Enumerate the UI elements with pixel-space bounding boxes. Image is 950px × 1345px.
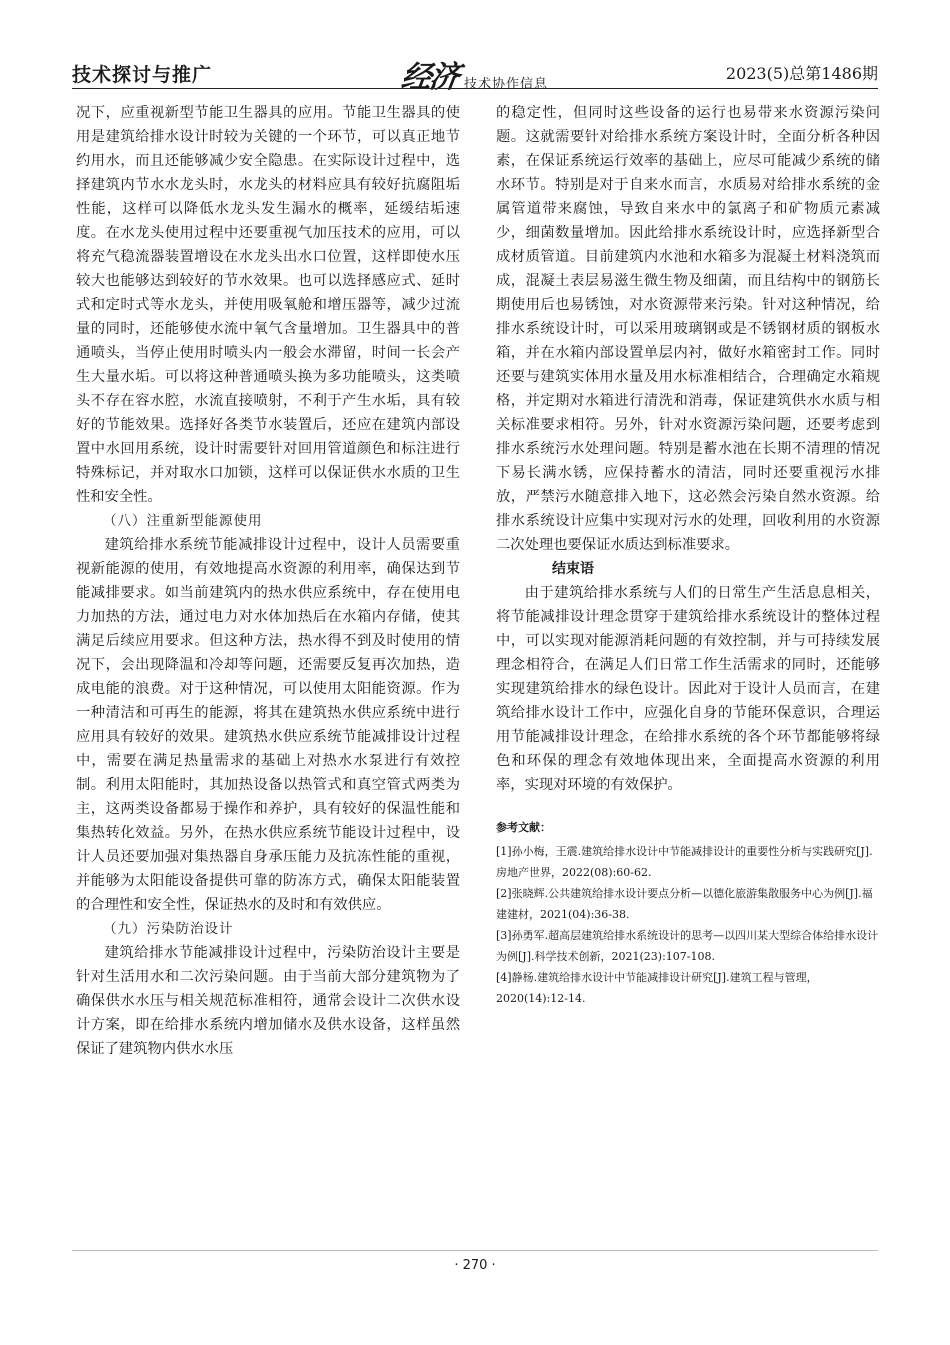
header-rule	[72, 88, 878, 89]
paragraph-conclusion: 由于建筑给排水系统与人们的日常生产生活息息相关，将节能减排设计理念贯穿于建筑给排水系统设计的整体过程中，可以实现对能源消耗问题的有效控制，并与可持续发展理念相符合，在满足人们日常工作生活需求的同时，还能够实现建筑给排水的绿色设计。因此对于设计人员而言，在建筑给排水设计工作中，应强化自身的节能环保意识，合理运用节能减排设计理念，在给排水系统的各个环节都能够将绿色和环保的理念有效地体现出来，全面提高水资源的利用率，实现对环境的有效保护。	[496, 585, 880, 793]
journal-subtitle: 技术协作信息	[464, 77, 549, 92]
reference-item: [1]孙小梅，王震.建筑给排水设计中节能减排设计的重要性分析与实践研究[J].房地产世界，2022(08):60-62.	[496, 845, 873, 879]
left-column	[76, 101, 460, 1061]
footer-rule	[72, 1250, 878, 1251]
right-column	[496, 101, 880, 1009]
paragraph-pollution: 建筑给排水节能减排设计过程中，污染防治设计主要是针对生活用水和二次污染问题。由于当前大部分建筑物为了确保供水水压与相关规范标准相符，通常会设计二次供水设计方案，即在给排水系统内增加储水及供水设备，这样虽然保证了建筑物内供水水压	[76, 945, 460, 1057]
page-number: · 270 ·	[454, 1258, 496, 1273]
journal-masthead	[399, 52, 549, 96]
subheading-pollution: （九）污染防治设计	[103, 921, 234, 937]
conclusion-heading: 结束语	[552, 561, 594, 577]
subheading-new-energy: （八）注重新型能源使用	[103, 513, 263, 529]
section-label: 技术探讨与推广	[72, 64, 213, 86]
paragraph-new-energy: 建筑给排水系统节能减排设计过程中，设计人员需要重视新能源的使用，有效地提高水资源的利用率，确保达到节能减排要求。如当前建筑内的热水供应系统中，存在使用电力加热的方法，通过电力对水体加热后在水箱内存储，使其满足后续应用要求。但这种方法，热水得不到及时使用的情况下，会出现降温和冷却等问题，还需要反复再次加热，造成电能的浪费。对于这种情况，可以使用太阳能资源。作为一种清洁和可再生的能源，将其在建筑热水供应系统中进行应用具有较好的效果。建筑热水供应系统节能减排设计过程中，需要在满足热量需求的基础上对热水水泵进行有效控制。利用太阳能时，其加热设备以热管式和真空管式两类为主，这两类设备都易于操作和养护，具有较好的保温性能和集热转化效益。另外，在热水供应系统节能设计过程中，设计人员还要加强对集热器自身承压能力及抗冻性能的重视，并能够为太阳能设备提供可靠的防冻方式，确保太阳能装置的合理性和安全性，保证热水的及时和有效供应。	[76, 537, 460, 913]
paragraph-continued: 况下，应重视新型节能卫生器具的应用。节能卫生器具的使用是建筑给排水设计时较为关键的一个环节，可以真正地节约用水，而且还能够减少安全隐患。在实际设计过程中，选择建筑内节水水龙头时，水龙头的材料应具有较好抗腐阻垢性能，这样可以降低水龙头发生漏水的概率，延缓结垢速度。在水龙头使用过程中还要重视气加压技术的应用，可以将充气稳流器装置增设在水龙头出水口位置，这样即使水压较大也能够达到较好的节水效果。也可以选择感应式、延时式和定时式等水龙头，并使用吸氧舱和增压器等，减少过流量的同时，还能够使水流中氧气含量增加。卫生器具中的普通喷头，当停止使用时喷头内一般会水滞留，时间一长会产生大量水垢。可以将这种普通喷头换为多功能喷头，这类喷头不存在容水腔，水流直接喷射，不利于产生水垢，具有较好的节能效果。选择好各类节水装置后，还应在建筑内部设置中水回用系统，设计时需要针对回用管道颜色和标注进行特殊标记，并对取水口加锁，这样可以保证供水水质的卫生性和安全性。	[76, 105, 460, 505]
reference-item: [2]张晓辉.公共建筑给排水设计要点分析—以德化旅游集散服务中心为例[J].福建建材，2021(04):36-38.	[496, 887, 873, 921]
reference-item: [3]孙勇军.超高层建筑给排水系统设计的思考—以四川某大型综合体给排水设计为例[J].科学技术创新，2021(23):107-108.	[496, 929, 879, 963]
issue-number: 2023(5)总第1486期	[725, 64, 878, 83]
references	[496, 817, 880, 1009]
page-header	[72, 52, 878, 95]
paragraph-pollution-continued: 的稳定性，但同时这些设备的运行也易带来水资源污染问题。这就需要针对给排水系统方案设计时，全面分析各种因素，在保证系统运行效率的基础上，应尽可能减少系统的储水环节。特别是对于自来水而言，水质易对给排水系统的金属管道带来腐蚀，导致自来水中的氯离子和矿物质元素减少，细菌数量增加。因此给排水系统设计时，应选择新型合成材质管道。目前建筑内水池和水箱多为混凝土材料浇筑而成，混凝土表层易滋生微生物及细菌，而且结构中的钢筋长期使用后也易锈蚀，对水资源带来污染。针对这种情况，给排水系统设计时，可以采用玻璃钢或是不锈钢材质的钢板水箱，并在水箱内部设置单层内衬，做好水箱密封工作。同时还要与建筑实体用水量及用水标准相结合，合理确定水箱规格，并定期对水箱进行清洗和消毒，保证建筑供水水质与相关标准要求相符。另外，针对水资源污染问题，还要考虑到排水系统污水处理问题。特别是蓄水池在长期不清理的情况下易长满水锈，应保持蓄水的清洁，同时还要重视污水排放，严禁污水随意排入地下，这必然会污染自然水资源。给排水系统设计应集中实现对污水的处理，回收利用的水资源二次处理也要保证水质达到标准要求。	[496, 105, 880, 553]
reference-item: [4]静杨.建筑给排水设计中节能减排设计研究[J].建筑工程与管理，2020(14):12-14.	[496, 971, 818, 1005]
journal-logo: 经济	[399, 60, 460, 95]
references-title: 参考文献：	[496, 821, 551, 834]
